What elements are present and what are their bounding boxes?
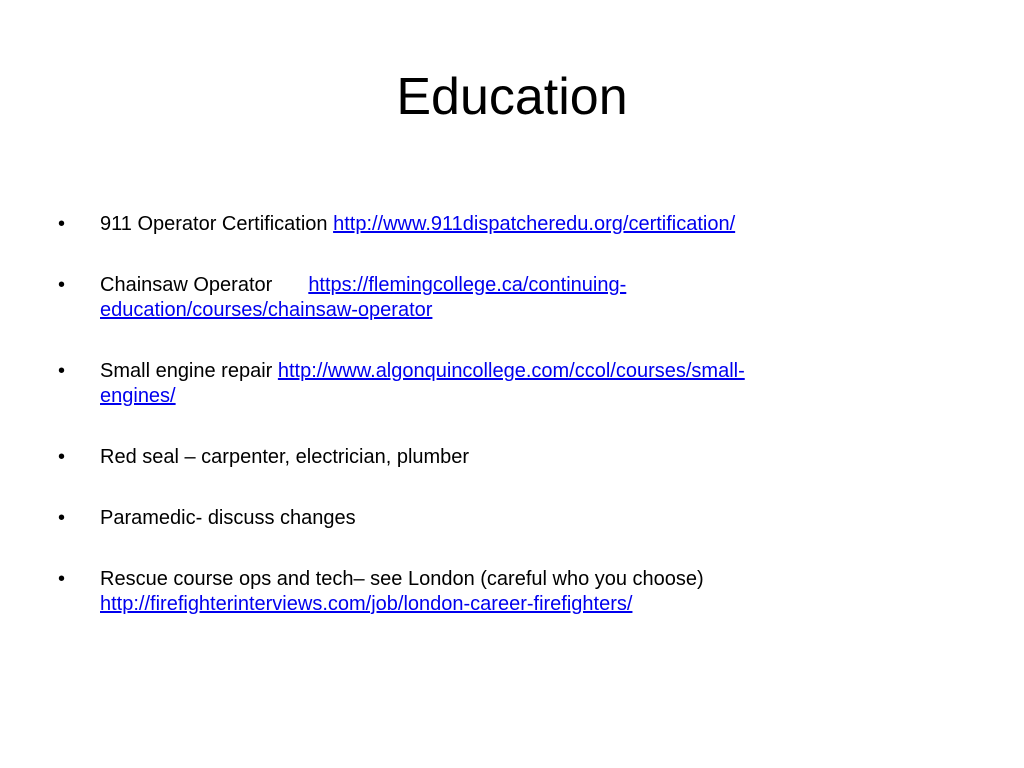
link-911-dispatcher[interactable]: http://www.911dispatcheredu.org/certification/ xyxy=(333,213,736,235)
bullet-icon: • xyxy=(58,507,66,529)
bullet-text: Paramedic- discuss changes xyxy=(100,507,356,529)
link-firefighter-interviews[interactable]: http://firefighterinterviews.com/job/london-career-firefighters/ xyxy=(100,593,633,615)
bullet-icon: • xyxy=(58,213,66,235)
link-line-2: education/courses/chainsaw-operator xyxy=(100,299,433,321)
bullet-item-red-seal xyxy=(58,445,958,470)
bullet-text: 911 Operator Certification xyxy=(100,213,334,235)
bullet-item-911-operator xyxy=(58,212,958,237)
link-line-1: https://flemingcollege.ca/continuing- xyxy=(308,274,627,296)
slide-title: Education xyxy=(396,68,628,126)
bullet-text: Chainsaw Operator xyxy=(100,274,273,296)
bullet-icon: • xyxy=(58,274,66,296)
bullet-item-chainsaw-operator xyxy=(58,273,958,323)
bullet-item-small-engine-repair xyxy=(58,359,958,409)
link-line-1: http://www.algonquincollege.com/ccol/courses/small- xyxy=(277,360,745,382)
bullet-item-rescue-course xyxy=(58,567,958,617)
link-line-2: engines/ xyxy=(100,385,176,407)
bullet-icon: • xyxy=(58,360,66,382)
bullet-icon: • xyxy=(58,568,66,590)
bullet-text: Rescue course ops and tech– see London (careful who you choose) xyxy=(100,568,704,590)
bullet-text: Small engine repair xyxy=(100,360,278,382)
bullet-item-paramedic xyxy=(58,506,958,531)
bullet-icon: • xyxy=(58,446,66,468)
bullet-list xyxy=(58,212,958,653)
bullet-text: Red seal – carpenter, electrician, plumber xyxy=(100,446,470,468)
